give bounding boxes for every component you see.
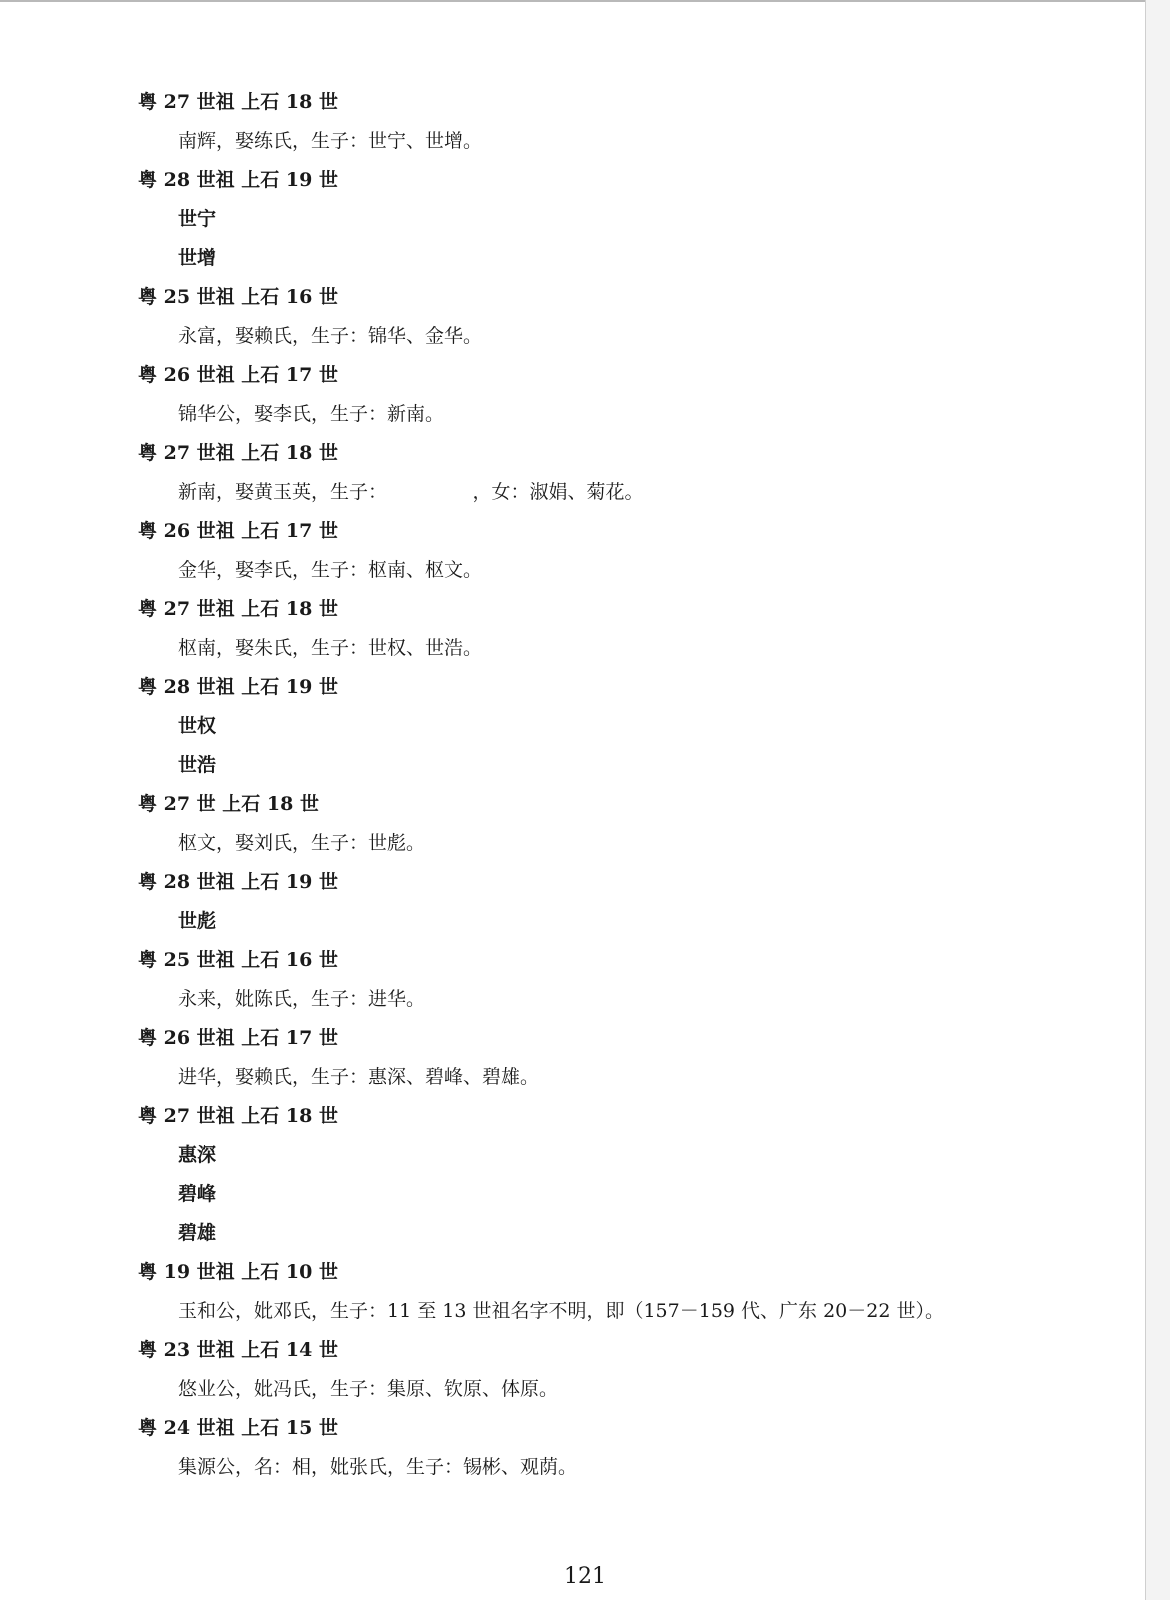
generation-heading: 粤 27 世祖 上石 18 世 [138, 598, 338, 620]
family-entry: 枢南，娶朱氏，生子：世权、世浩。 [178, 637, 483, 659]
generation-heading: 粤 27 世祖 上石 18 世 [138, 442, 338, 464]
family-entry: 锦华公，娶李氏，生子：新南。 [178, 403, 445, 425]
descendant-name: 惠深 [178, 1144, 217, 1166]
family-entry: 进华，娶赖氏，生子：惠深、碧峰、碧雄。 [178, 1066, 540, 1088]
descendant-name: 世浩 [178, 754, 217, 776]
descendant-name: 世彪 [178, 910, 217, 932]
generation-heading: 粤 27 世祖 上石 18 世 [138, 91, 338, 113]
generation-heading: 粤 24 世祖 上石 15 世 [138, 1417, 338, 1439]
descendant-name: 世增 [178, 247, 217, 269]
family-entry: 金华，娶李氏，生子：枢南、枢文。 [178, 559, 483, 581]
generation-heading: 粤 25 世祖 上石 16 世 [138, 949, 338, 971]
generation-heading: 粤 26 世祖 上石 17 世 [138, 364, 338, 386]
generation-heading: 粤 28 世祖 上石 19 世 [138, 871, 338, 893]
descendant-name: 碧峰 [178, 1183, 217, 1205]
generation-heading: 粤 25 世祖 上石 16 世 [138, 286, 338, 308]
generation-heading: 粤 26 世祖 上石 17 世 [138, 1027, 338, 1049]
family-entry: 永来，妣陈氏，生子：进华。 [178, 988, 426, 1010]
generation-heading: 粤 23 世祖 上石 14 世 [138, 1339, 338, 1361]
right-scan-margin [1145, 0, 1170, 1600]
family-entry: 永富，娶赖氏，生子：锦华、金华。 [178, 325, 483, 347]
family-entry: 集源公，名：相，妣张氏，生子：锡彬、观荫。 [178, 1456, 578, 1478]
family-entry: 枢文，娶刘氏，生子：世彪。 [178, 832, 426, 854]
generation-heading: 粤 26 世祖 上石 17 世 [138, 520, 338, 542]
family-entry: 新南，娶黄玉英，生子： ，女：淑娟、菊花。 [178, 481, 644, 503]
generation-heading: 粤 28 世祖 上石 19 世 [138, 169, 338, 191]
generation-heading: 粤 27 世 上石 18 世 [138, 793, 319, 815]
family-entry: 玉和公，妣邓氏，生子：11 至 13 世祖名字不明，即（157－159 代、广东 20－22 世）。 [178, 1300, 944, 1322]
family-entry: 悠业公，妣冯氏，生子：集原、钦原、体原。 [178, 1378, 559, 1400]
descendant-name: 世权 [178, 715, 217, 737]
page-number: 121 [564, 1564, 606, 1589]
generation-heading: 粤 27 世祖 上石 18 世 [138, 1105, 338, 1127]
family-entry: 南辉，娶练氏，生子：世宁、世增。 [178, 130, 483, 152]
descendant-name: 世宁 [178, 208, 217, 230]
generation-heading: 粤 28 世祖 上石 19 世 [138, 676, 338, 698]
generation-heading: 粤 19 世祖 上石 10 世 [138, 1261, 338, 1283]
descendant-name: 碧雄 [178, 1222, 217, 1244]
